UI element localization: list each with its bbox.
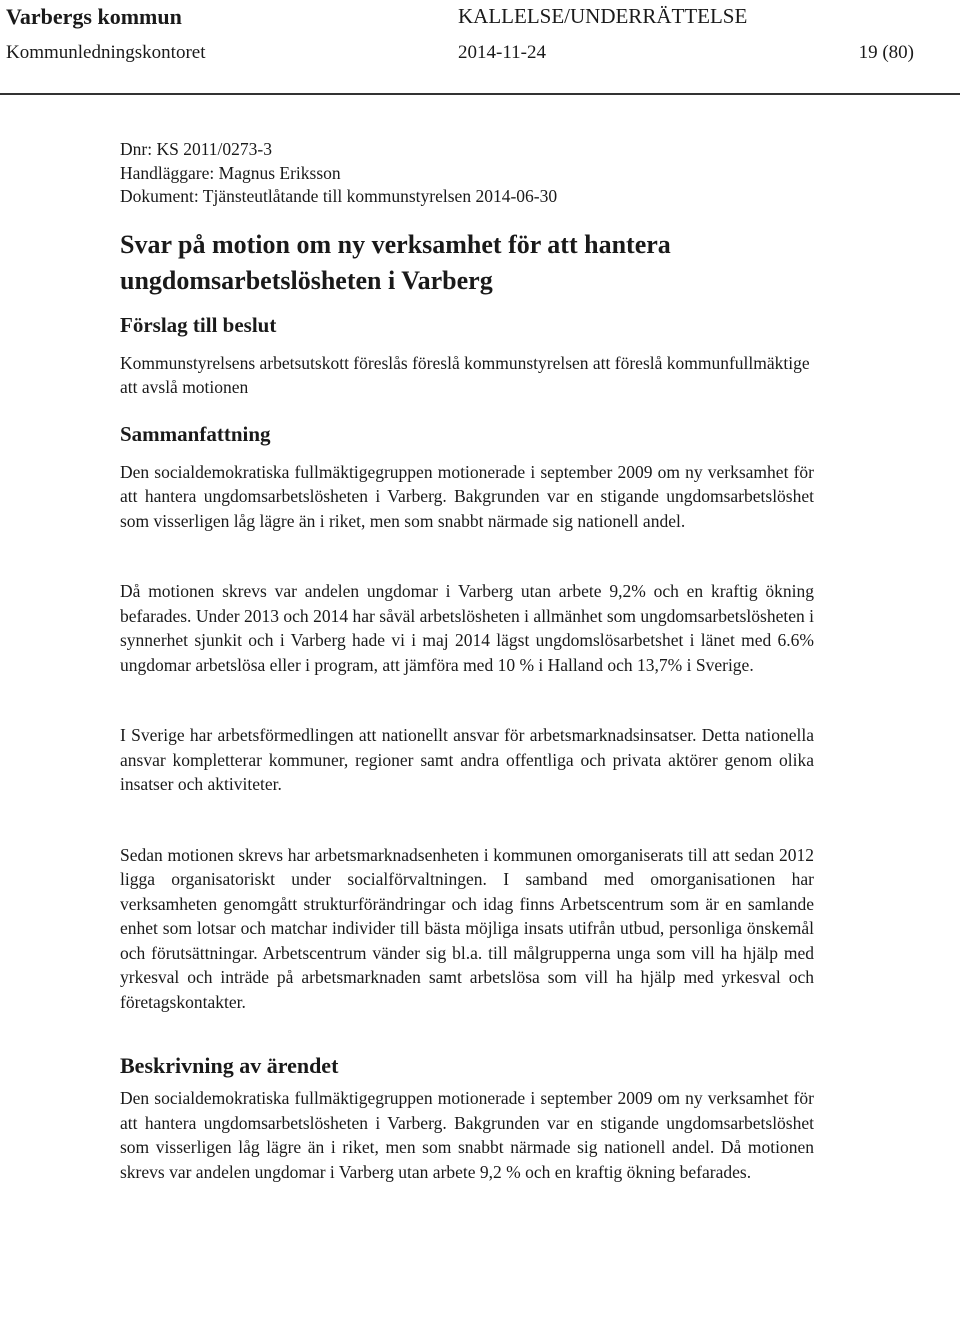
- proposal-heading: Förslag till beslut: [120, 312, 277, 337]
- page-header: [0, 0, 960, 95]
- dnr: Dnr: KS 2011/0273-3: [120, 139, 272, 159]
- page-number: 19 (80): [858, 42, 914, 63]
- document-meta: [120, 138, 814, 209]
- summary-heading: Sammanfattning: [120, 421, 271, 446]
- handlaggare: Handläggare: Magnus Eriksson: [120, 162, 341, 183]
- header-divider: [0, 93, 960, 95]
- summary-paragraph: Den socialdemokratiska fullmäktigegruppen motionerade i september 2009 om ny verksamhet för att hantera ungdomsarbetslösheten i Varberg. Bakgrunden var en stigande ungdomsarbetslöshet som visserligen låg lägre än i riket, men som snabbt närmade sig nationell andel.: [120, 461, 814, 531]
- dokument: Dokument: Tjänsteutlåtande till kommunstyrelsen 2014-06-30: [120, 186, 558, 206]
- document-date: 2014-11-24: [458, 42, 546, 63]
- description-text: Den socialdemokratiska fullmäktigegruppen motionerade i september 2009 om ny verksamhet för att hantera ungdomsarbetslösheten i Varberg. Bakgrunden var en stigande ungdomsarbetslöshet som visserligen låg lägre än i riket, men som snabbt närmade sig nationell andel. Då motionen skrevs var andelen ungdomar i Varberg utan arbete 9,2 % och en kraftig ökning befarades.: [120, 1088, 814, 1182]
- summary-paragraph: I Sverige har arbetsförmedlingen att nationellt ansvar för arbetsmarknadsinsatser. Detta nationella ansvar kompletterar kommuner, regioner samt andra offentliga och privata aktörer genom olika insatser och aktiviteter.: [120, 725, 814, 794]
- organization-name: Varbergs kommun: [6, 4, 182, 29]
- proposal-text: Kommunstyrelsens arbetsutskott föreslås föreslå kommunstyrelsen att föreslå kommunfullmäktige att avslå motionen: [120, 352, 810, 397]
- document-type: KALLELSE/UNDERRÄTTELSE: [458, 4, 748, 28]
- description-heading: Beskrivning av ärendet: [120, 1053, 339, 1078]
- document-title: Svar på motion om ny verksamhet för att hantera ungdomsarbetslösheten i Varberg: [120, 229, 671, 295]
- summary-paragraph: Då motionen skrevs var andelen ungdomar i Varberg utan arbete 9,2% och en kraftig ökning befarades. Under 2013 och 2014 har såväl arbetslösheten i allmänhet som ungdomsarbetslösheten i synnerhet sjunkit och i Varberg hade vi i maj 2014 lägst ungdomslösarbetshet i länet med 6.6% ungdomar arbetslösa eller i program, att jämföra med 10 % i Halland och 13,7% i Sverige.: [120, 581, 814, 675]
- office-name: Kommunledningskontoret: [6, 42, 206, 63]
- document-body: [120, 138, 814, 1184]
- summary-paragraph: Sedan motionen skrevs har arbetsmarknadsenheten i kommunen omorganiserats till att sedan 2012 ligga organisatoriskt under socialförvaltningen. I samband med omorganisationen har verksamheten genomgått strukturförändringar och idag finns Arbetscentrum som är en samlande enhet som lotsar och matchar individer till bästa möjliga insats utifrån utbud, personliga önskemål och förutsättningar. Arbetscentrum vänder sig bl.a. till målgrupperna unga som vill ha hjälp med yrkesval och inträde på arbetsmarknaden samt arbetslösa som vill ha hjälp med yrkesval och företagskontakter.: [120, 844, 814, 1012]
